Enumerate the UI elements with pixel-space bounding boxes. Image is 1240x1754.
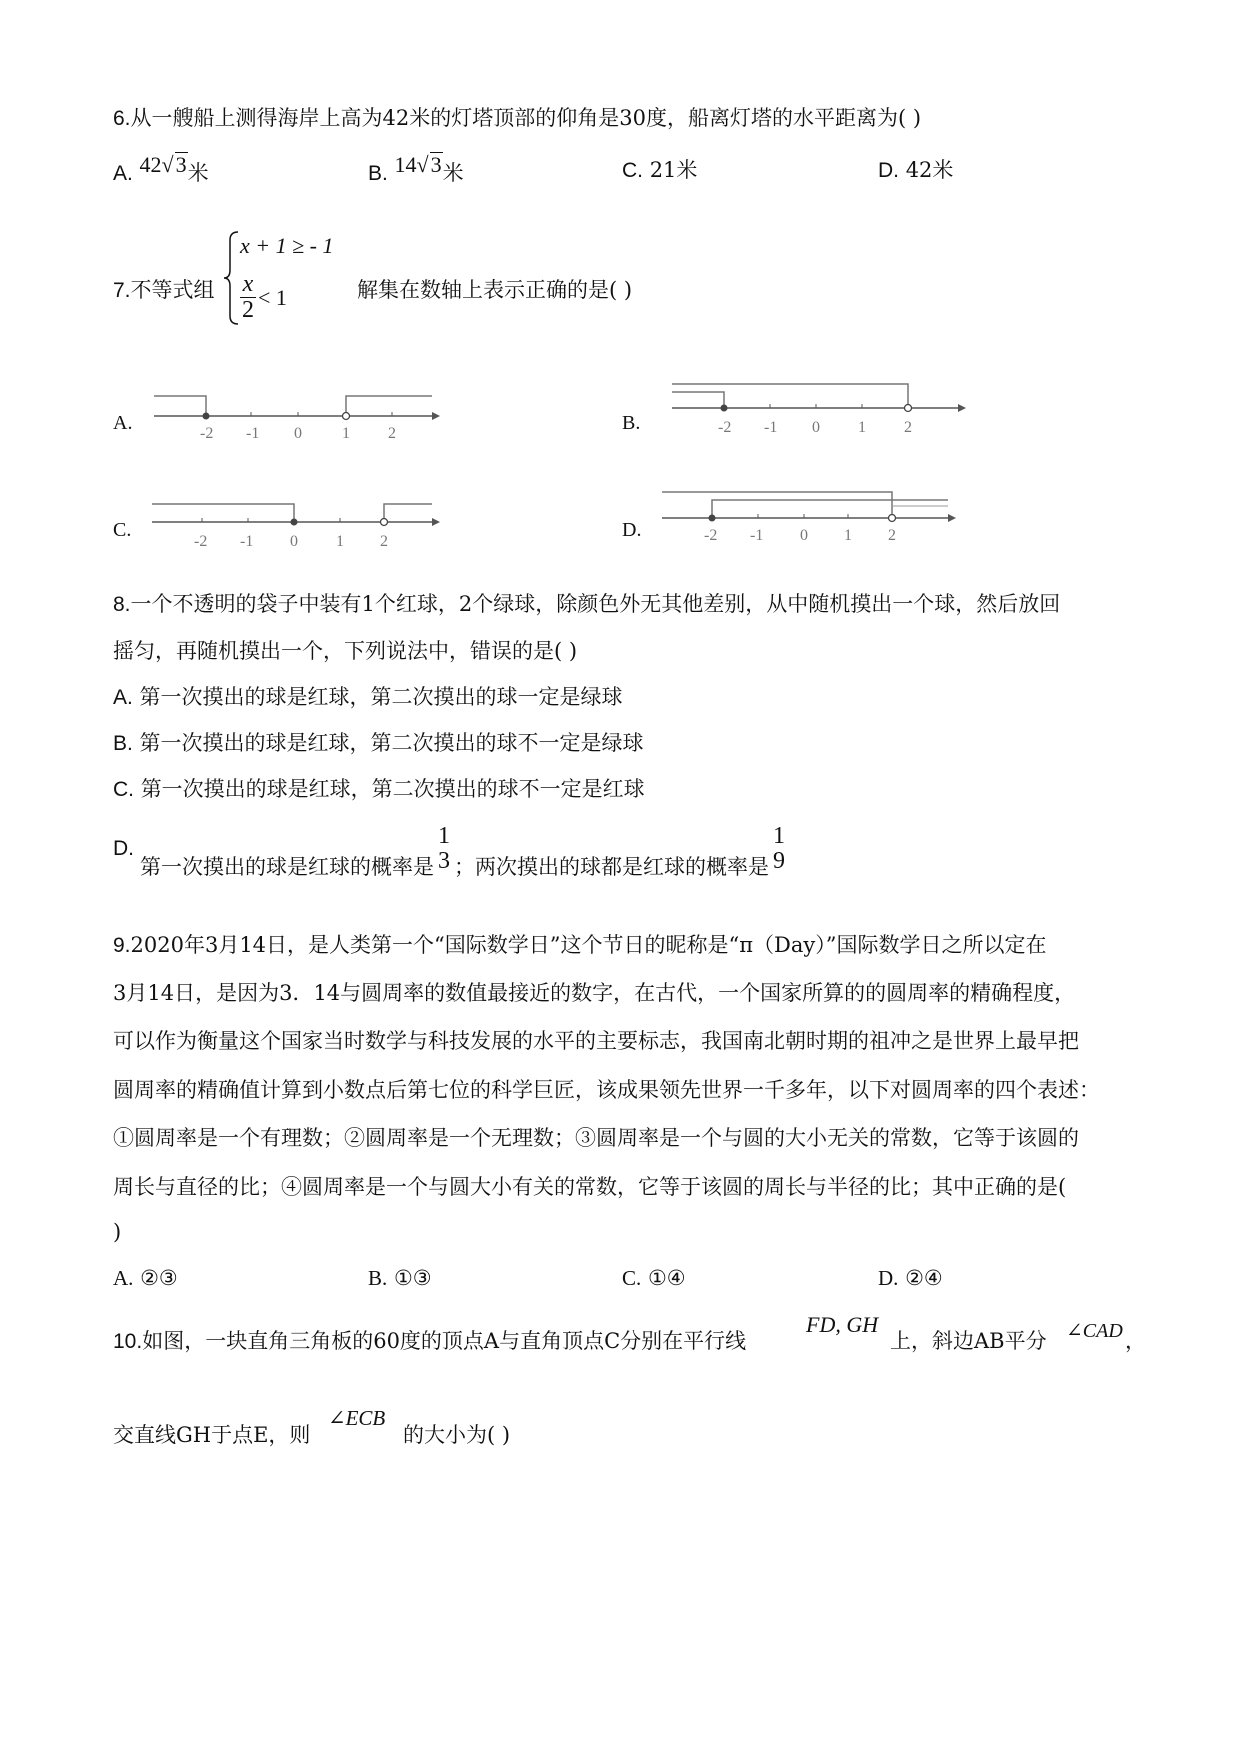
q6-option-a-value: 42√3 bbox=[139, 152, 187, 177]
q6-number: 6. bbox=[113, 107, 131, 130]
q7-stem-pre-text: 不等式组 bbox=[130, 278, 215, 302]
option-text: ；两次摸出的球都是红球的概率是 bbox=[454, 855, 769, 880]
q9-number: 9. bbox=[113, 934, 131, 957]
tick-label: -2 bbox=[718, 419, 732, 436]
q10-stem-text: 如图，一块直角三角板的60度的顶点A与直角顶点C分别在平行线 bbox=[142, 1329, 747, 1353]
tick-label: -2 bbox=[200, 425, 214, 442]
option-letter: A. bbox=[113, 686, 133, 709]
tick-label: 2 bbox=[380, 533, 388, 550]
q8-option-a bbox=[113, 687, 623, 708]
q6-option-d bbox=[878, 160, 953, 181]
q7-system-brace bbox=[222, 228, 242, 332]
q7-stem-pre bbox=[113, 280, 215, 301]
q8-stem-line-1 bbox=[113, 594, 1060, 615]
option-text: 21米 bbox=[649, 158, 698, 182]
option-text: 第一次摸出的球是红球，第二次摸出的球不一定是绿球 bbox=[139, 731, 644, 755]
q7-stem-post: 解集在数轴上表示正确的是( ) bbox=[357, 278, 633, 302]
tick-label: -2 bbox=[704, 527, 718, 544]
tick-label: -1 bbox=[246, 425, 260, 442]
option-text: 第一次摸出的球是红球，第二次摸出的球一定是绿球 bbox=[139, 685, 623, 709]
q6-option-c bbox=[622, 160, 697, 181]
q7-option-c-letter: C. bbox=[113, 519, 132, 541]
q9-stem-line-7: ) bbox=[113, 1220, 122, 1244]
tick-label: 0 bbox=[812, 419, 820, 436]
option-letter: B. bbox=[368, 1266, 388, 1290]
tick-label: -1 bbox=[240, 533, 254, 550]
q9-stem-line-6: 周长与直径的比；④圆周率是一个与圆大小有关的常数，它等于该圆的周长与半径的比；其中正确的是( bbox=[113, 1175, 1067, 1199]
tick-label: 1 bbox=[858, 419, 866, 436]
tick-label: 1 bbox=[336, 533, 344, 550]
option-unit: 米 bbox=[442, 161, 464, 185]
q8-option-b bbox=[113, 733, 644, 754]
q7-number-line-b bbox=[668, 376, 968, 442]
option-letter: B. bbox=[368, 162, 388, 185]
option-text: ①③ bbox=[393, 1266, 432, 1290]
q10-angle-ecb: ∠ECB bbox=[328, 1406, 386, 1430]
q10-stem-line-1-pre bbox=[113, 1331, 746, 1352]
q9-stem-line-2: 3月14日，是因为3．14与圆周率的数值最接近的数字，在古代，一个国家所算的的圆周率的精确程度， bbox=[113, 981, 1076, 1005]
option-letter: A. bbox=[113, 162, 133, 185]
option-text: 第一次摸出的球是红球，第二次摸出的球不一定是红球 bbox=[140, 777, 645, 801]
q8-option-c bbox=[113, 779, 645, 800]
tick-label: 1 bbox=[342, 425, 350, 442]
q9-option-c bbox=[622, 1268, 686, 1289]
option-letter: D. bbox=[878, 1266, 899, 1290]
option-unit: 米 bbox=[187, 161, 209, 185]
option-text: ②③ bbox=[140, 1266, 178, 1290]
q9-option-d bbox=[878, 1268, 943, 1289]
option-text: ②④ bbox=[905, 1266, 943, 1290]
q10-comma: ， bbox=[1125, 1329, 1146, 1353]
q9-option-b bbox=[368, 1268, 432, 1289]
option-text: 42米 bbox=[905, 158, 954, 182]
q7-number-line-a bbox=[150, 386, 440, 448]
q10-parallel-lines: FD, GH bbox=[806, 1312, 879, 1337]
q10-number: 10. bbox=[113, 1330, 143, 1353]
q7-option-b-letter: B. bbox=[622, 412, 641, 434]
tick-label: 1 bbox=[844, 527, 852, 544]
option-letter: C. bbox=[113, 778, 134, 801]
q9-option-a bbox=[113, 1268, 178, 1289]
option-letter: C. bbox=[622, 159, 643, 182]
fraction-one-third: 1 3 bbox=[438, 823, 450, 875]
tick-label: 2 bbox=[888, 527, 896, 544]
q8-option-d bbox=[113, 823, 789, 880]
brace-icon bbox=[222, 228, 242, 328]
q10-angle-cad: ∠CAD bbox=[1066, 1320, 1123, 1342]
q8-stem-text: 一个不透明的袋子中装有1个红球，2个绿球，除颜色外无其他差别，从中随机摸出一个球，然后放回 bbox=[130, 592, 1061, 616]
q9-stem-text: 2020年3月14日，是人类第一个“国际数学日”这个节日的昵称是“π（Day）”国际数学日之所以定在 bbox=[130, 933, 1047, 957]
q6-option-b bbox=[368, 152, 464, 185]
q7-option-a-letter: A. bbox=[113, 412, 133, 434]
q7-inequality-2: $\frac{x}{2}$ < 1 bbox=[242, 271, 287, 324]
tick-label: -1 bbox=[750, 527, 764, 544]
q7-inequality-1: x + 1 ≥ - 1 bbox=[240, 233, 334, 258]
option-text: ①④ bbox=[647, 1266, 686, 1290]
tick-label: -1 bbox=[764, 419, 778, 436]
q8-stem-line-2: 摇匀，再随机摸出一个，下列说法中，错误的是( ) bbox=[113, 639, 578, 663]
q6-option-b-value: 14√3 bbox=[394, 152, 442, 177]
tick-label: 2 bbox=[904, 419, 912, 436]
q6-stem-text: 从一艘船上测得海岸上高为42米的灯塔顶部的仰角是30度，船离灯塔的水平距离为( ) bbox=[130, 106, 922, 130]
option-letter: D. bbox=[113, 837, 134, 861]
q9-stem-line-5: ①圆周率是一个有理数；②圆周率是一个无理数；③圆周率是一个与圆的大小无关的常数，它等于该圆的 bbox=[113, 1126, 1079, 1150]
q8-number: 8. bbox=[113, 593, 131, 616]
option-letter: A. bbox=[113, 1266, 134, 1290]
tick-label: 0 bbox=[294, 425, 302, 442]
q7-option-d-letter: D. bbox=[622, 519, 642, 541]
q7-number-line-c bbox=[148, 494, 440, 556]
q7-number: 7. bbox=[113, 279, 131, 302]
fraction-one-ninth: 1 9 bbox=[773, 823, 785, 875]
option-letter: D. bbox=[878, 159, 899, 182]
q7-number-line-d bbox=[658, 488, 958, 558]
tick-label: 0 bbox=[290, 533, 298, 550]
q10-stem-line-2-post: 的大小为( ) bbox=[403, 1423, 511, 1447]
tick-label: 0 bbox=[800, 527, 808, 544]
q9-stem-line-1 bbox=[113, 935, 1047, 956]
q9-stem-line-4: 圆周率的精确值计算到小数点后第七位的科学巨匠，该成果领先世界一千多年，以下对圆周率的四个表述： bbox=[113, 1078, 1100, 1102]
q10-stem-line-1-mid: 上，斜边AB平分 bbox=[890, 1329, 1047, 1353]
q10-stem-line-2-pre: 交直线GH于点E，则 bbox=[113, 1423, 311, 1447]
tick-label: 2 bbox=[388, 425, 396, 442]
fraction: $\frac{x}{2}$ bbox=[242, 271, 254, 324]
option-letter: C. bbox=[622, 1266, 642, 1290]
q6-stem bbox=[113, 108, 921, 129]
option-letter: B. bbox=[113, 732, 133, 755]
option-text: 第一次摸出的球是红球的概率是 bbox=[140, 855, 434, 880]
q6-option-a bbox=[113, 152, 209, 185]
q9-stem-line-3: 可以作为衡量这个国家当时数学与科技发展的水平的主要标志，我国南北朝时期的祖冲之是世界上最早把 bbox=[113, 1029, 1079, 1053]
tick-label: -2 bbox=[194, 533, 208, 550]
